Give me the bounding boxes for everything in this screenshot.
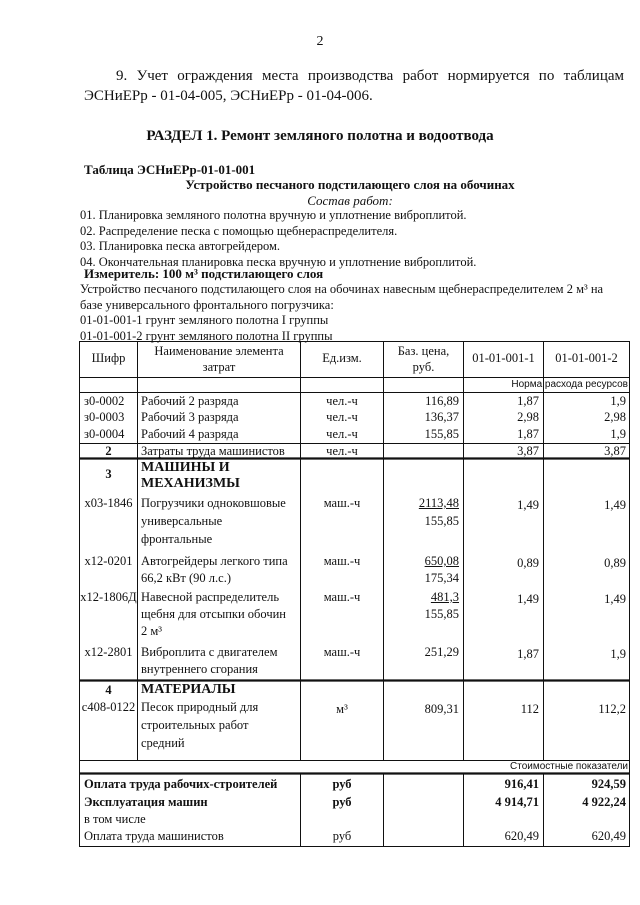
total-name: Эксплуатация машин — [84, 795, 208, 809]
machines-heading-line2: МЕХАНИЗМЫ — [141, 476, 240, 491]
description-line: базе универсального фронтального погрузчика: — [80, 297, 334, 312]
machine-price: 251,29 — [424, 645, 459, 659]
material-name-line: Песок природный для — [141, 700, 259, 714]
total-v2: 4 922,24 — [582, 795, 626, 809]
machine-code: х12-0201 — [84, 554, 133, 568]
worker-v2: 1,9 — [610, 394, 626, 408]
machinist-v1: 3,87 — [517, 444, 539, 458]
machine-price: 650,08 — [424, 554, 459, 568]
worker-unit: чел.-ч — [326, 394, 358, 408]
material-v2: 112,2 — [598, 702, 626, 716]
machine-unit: маш.-ч — [323, 554, 361, 568]
worker-v1: 1,87 — [517, 427, 539, 441]
header-name-line1: Наименование элемента — [154, 344, 284, 358]
meter-label: Измеритель: 100 м³ подстилающего слоя — [84, 266, 324, 281]
machinist-code: 2 — [105, 444, 112, 458]
machine-v1: 1,49 — [517, 592, 539, 606]
material-v1: 112 — [520, 702, 539, 716]
machine-name-line: внутреннего сгорания — [141, 662, 258, 676]
header-col2: 01-01-001-2 — [555, 351, 618, 365]
operation-item: 01. Планировка земляного полотна вручную и уплотнение виброплитой. — [80, 208, 467, 222]
composition-title: Состав работ: — [307, 193, 393, 208]
machine-v2: 1,49 — [604, 592, 626, 606]
machines-heading-line1: МАШИНЫ И — [141, 460, 230, 475]
machine-name-line: Виброплита с двигателем — [141, 645, 278, 659]
worker-v1: 2,98 — [517, 410, 539, 424]
machine-unit: маш.-ч — [323, 590, 361, 604]
worker-price: 136,37 — [424, 410, 459, 424]
machine-price: 481,3 — [430, 590, 459, 604]
machine-v2: 1,9 — [610, 647, 626, 661]
worker-price: 116,89 — [425, 394, 459, 408]
machinist-pay-name: Оплата труда машинистов — [84, 829, 224, 843]
machine-name-line: Автогрейдеры легкого типа — [141, 554, 288, 568]
machine-v2: 1,49 — [604, 498, 626, 512]
total-unit: руб — [332, 795, 352, 809]
table-subtitle: Устройство песчаного подстилающего слоя на обочинах — [185, 177, 515, 192]
operation-item: 04. Окончательная планировка песка вручную и уплотнение виброплитой. — [80, 254, 477, 269]
machinist-unit: чел.-ч — [326, 444, 358, 458]
operation-item: 03. Планировка песка автогрейдером. — [80, 239, 281, 253]
worker-v2: 1,9 — [610, 427, 626, 441]
description-line: 01-01-001-2 грунт земляного полотна II группы — [80, 328, 333, 343]
machinist-v2: 3,87 — [604, 444, 626, 458]
worker-name: Рабочий 4 разряда — [141, 427, 239, 441]
total-v1: 916,41 — [504, 777, 539, 791]
page-number: 2 — [316, 34, 324, 49]
machine-price: 2113,48 — [418, 496, 459, 510]
header-code: Шифр — [91, 351, 126, 365]
intro-line-2: ЭСНиЕРр - 01-04-005, ЭСНиЕРр - 01-04-006. — [84, 88, 373, 104]
worker-price: 155,85 — [424, 427, 459, 441]
header-price-line1: Баз. цена, — [397, 344, 450, 358]
material-price: 809,31 — [424, 702, 459, 716]
machine-name-line: Навесной распределитель — [141, 590, 280, 604]
total-v1: 4 914,71 — [495, 795, 539, 809]
worker-v1: 1,87 — [517, 394, 539, 408]
cost-label: Стоимостные показатели — [510, 761, 628, 772]
machine-unit: маш.-ч — [323, 496, 361, 510]
materials-code: 4 — [105, 683, 112, 697]
total-name: Оплата труда рабочих-строителей — [84, 777, 278, 791]
machine-name-line: щебня для отсыпки обочин — [141, 607, 286, 621]
machinist-pay-v1: 620,49 — [504, 829, 539, 843]
material-code: с408-0122 — [81, 700, 136, 714]
material-name-line: средний — [141, 736, 185, 750]
in-that-label: в том числе — [84, 812, 146, 826]
machine-code: х12-2801 — [84, 645, 133, 659]
materials-heading: МАТЕРИАЛЫ — [141, 682, 236, 697]
machine-price-secondary: 155,85 — [424, 607, 459, 621]
table-name: Таблица ЭСНиЕРр-01-01-001 — [84, 162, 256, 177]
machine-v1: 1,87 — [517, 647, 539, 661]
section-title: РАЗДЕЛ 1. Ремонт земляного полотна и водоотвода — [146, 128, 494, 144]
norm-label: Норма расхода ресурсов — [511, 379, 628, 390]
worker-v2: 2,98 — [604, 410, 626, 424]
operation-item: 02. Распределение песка с помощью щебнераспределителя. — [80, 223, 398, 238]
material-unit: м³ — [336, 702, 348, 716]
description-line: 01-01-001-1 грунт земляного полотна I группы — [80, 313, 329, 327]
total-v2: 924,59 — [591, 777, 626, 791]
machine-name-line: 2 м³ — [141, 624, 163, 638]
machine-name-line: 66,2 кВт (90 л.с.) — [141, 571, 231, 585]
header-unit: Ед.изм. — [322, 351, 362, 365]
worker-name: Рабочий 3 разряда — [141, 410, 239, 424]
machine-v1: 1,49 — [517, 498, 539, 512]
header-price-line2: руб. — [412, 360, 435, 374]
machinist-name: Затраты труда машинистов — [141, 444, 285, 458]
total-unit: руб — [332, 777, 352, 791]
machine-v1: 0,89 — [517, 556, 539, 570]
intro-line-1: 9. Учет ограждения места производства работ нормируется по таблицам — [116, 68, 624, 84]
worker-unit: чел.-ч — [326, 410, 358, 424]
machine-code: х12-1806Д — [80, 590, 137, 604]
worker-code: з0-0002 — [84, 394, 125, 408]
machine-name-line: универсальные — [141, 514, 223, 528]
machine-code: х03-1846 — [84, 496, 133, 510]
machine-price-secondary: 175,34 — [424, 571, 459, 585]
machine-name-line: фронтальные — [141, 532, 213, 546]
machine-name-line: Погрузчики одноковшовые — [141, 496, 286, 510]
machinist-pay-v2: 620,49 — [591, 829, 626, 843]
machines-code: 3 — [105, 467, 112, 481]
header-col1: 01-01-001-1 — [472, 351, 535, 365]
machinist-pay-unit: руб — [332, 829, 352, 843]
description-line: Устройство песчаного подстилающего слоя на обочинах навесным щебнераспределителем 2 м³ на — [80, 282, 604, 296]
machine-v2: 0,89 — [604, 556, 626, 570]
worker-unit: чел.-ч — [326, 427, 358, 441]
machine-price-secondary: 155,85 — [424, 514, 459, 528]
header-name-line2: затрат — [202, 360, 236, 374]
material-name-line: строительных работ — [141, 718, 249, 732]
worker-name: Рабочий 2 разряда — [141, 394, 239, 408]
worker-code: з0-0004 — [84, 427, 125, 441]
worker-code: з0-0003 — [84, 410, 125, 424]
machine-unit: маш.-ч — [323, 645, 361, 659]
